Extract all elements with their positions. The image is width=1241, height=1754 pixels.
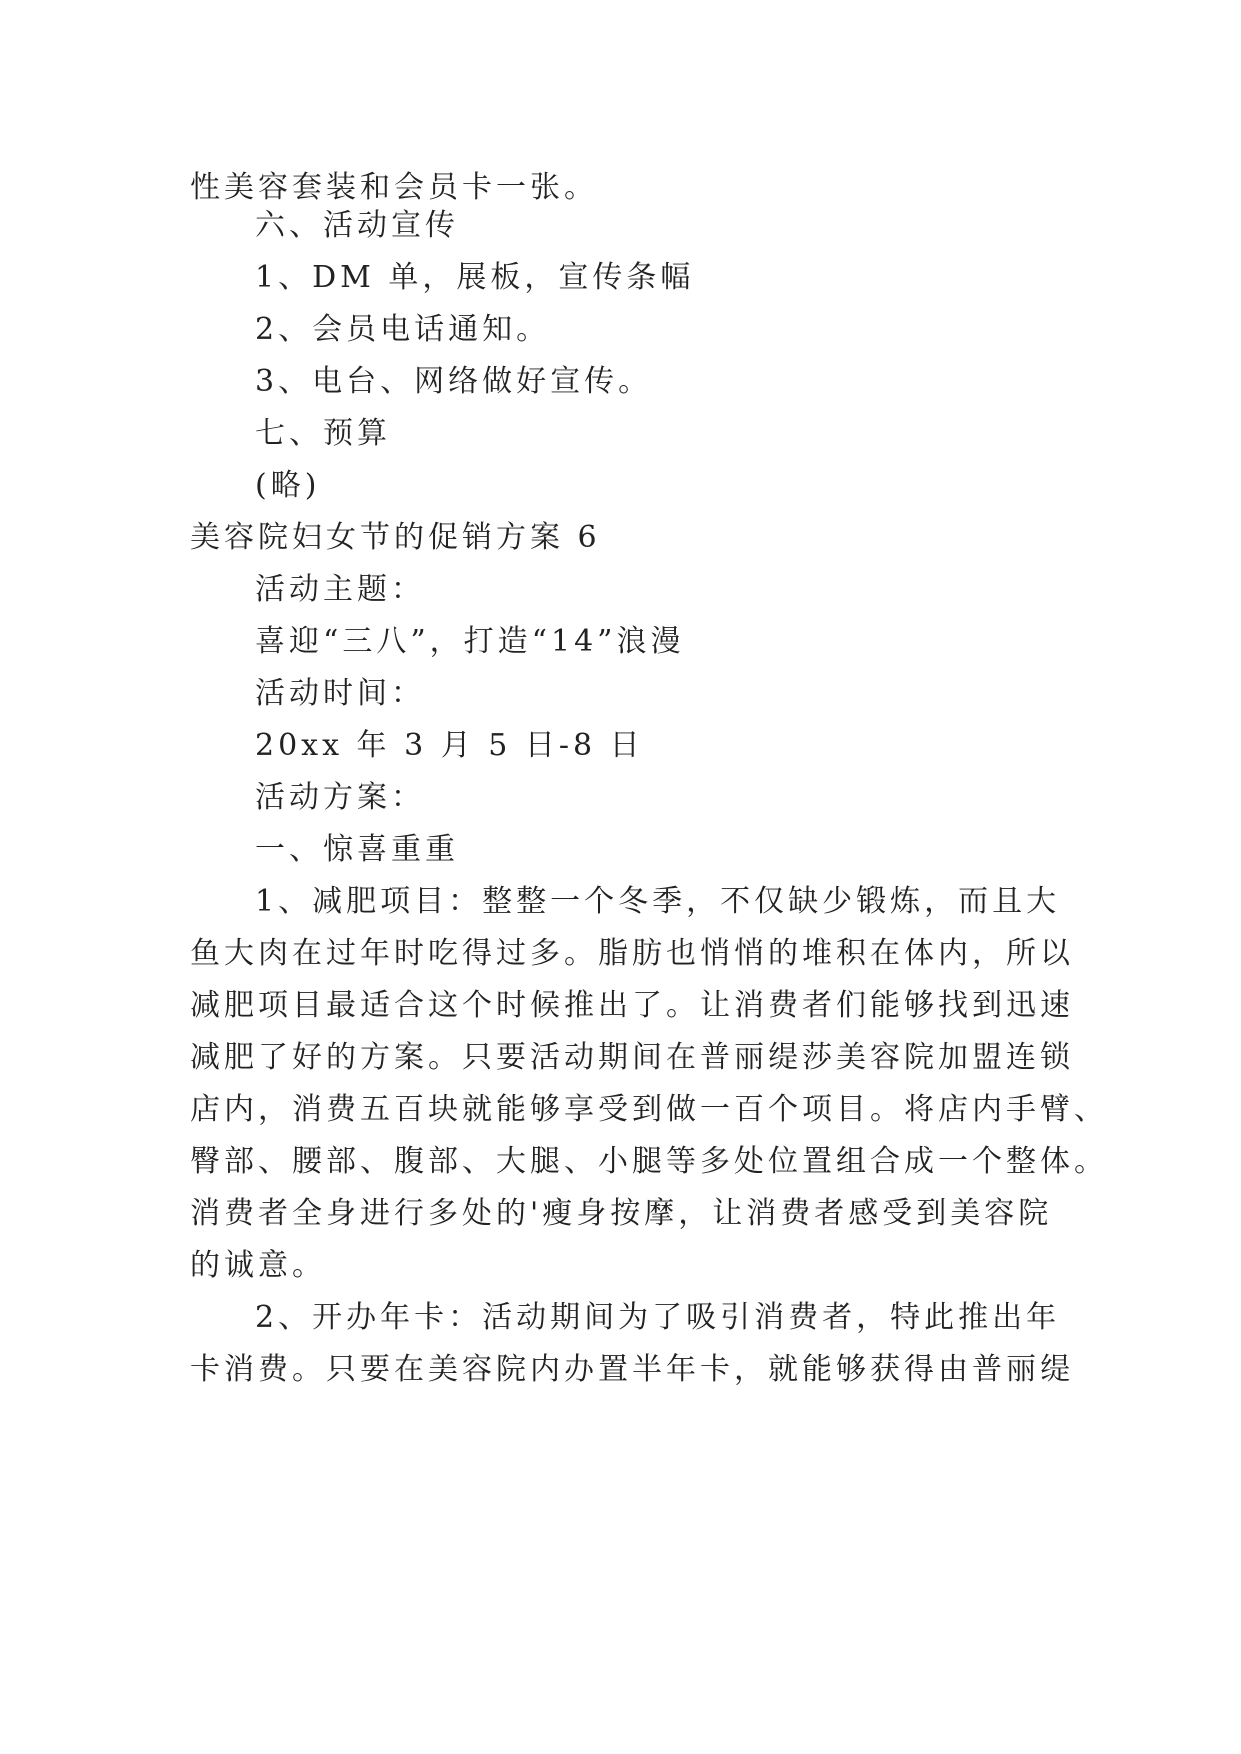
- paragraph-line: 2、开办年卡：活动期间为了吸引消费者，特此推出年: [255, 1300, 1061, 1335]
- paragraph-line: 性美容套装和会员卡一张。: [190, 170, 598, 205]
- paragraph-line: 1、减肥项目：整整一个冬季，不仅缺少锻炼，而且大: [255, 884, 1061, 919]
- paragraph-line: 卡消费。只要在美容院内办置半年卡，就能够获得由普丽缇: [190, 1352, 1074, 1387]
- paragraph-line: 20xx 年 3 月 5 日-8 日: [255, 728, 644, 763]
- list-item: 3、电台、网络做好宣传。: [255, 364, 653, 399]
- paragraph-line: 鱼大肉在过年时吃得过多。脂肪也悄悄的堆积在体内，所以: [190, 936, 1074, 971]
- section-heading: 一、惊喜重重: [255, 832, 459, 867]
- paragraph-line: 臀部、腰部、腹部、大腿、小腿等多处位置组合成一个整体。: [190, 1144, 1108, 1179]
- paragraph-line: 减肥了好的方案。只要活动期间在普丽缇莎美容院加盟连锁: [190, 1040, 1074, 1075]
- field-label: 活动方案：: [255, 780, 425, 815]
- paragraph-line: 喜迎“三八”，打造“14”浪漫: [255, 624, 685, 659]
- field-label: 活动主题：: [255, 572, 425, 607]
- list-item: 1、DM 单，展板，宣传条幅: [255, 260, 695, 295]
- document-title: 美容院妇女节的促销方案 6: [190, 520, 601, 555]
- paragraph-line: 店内，消费五百块就能够享受到做一百个项目。将店内手臂、: [190, 1092, 1108, 1127]
- section-heading: 六、活动宣传: [255, 208, 459, 243]
- paragraph-line: (略): [255, 468, 321, 503]
- field-label: 活动时间：: [255, 676, 425, 711]
- list-item: 2、会员电话通知。: [255, 312, 551, 347]
- section-heading: 七、预算: [255, 416, 391, 451]
- paragraph-line: 的诚意。: [190, 1248, 326, 1283]
- paragraph-line: 减肥项目最适合这个时候推出了。让消费者们能够找到迅速: [190, 988, 1074, 1023]
- paragraph-line: 消费者全身进行多处的'瘦身按摩，让消费者感受到美容院: [190, 1196, 1053, 1231]
